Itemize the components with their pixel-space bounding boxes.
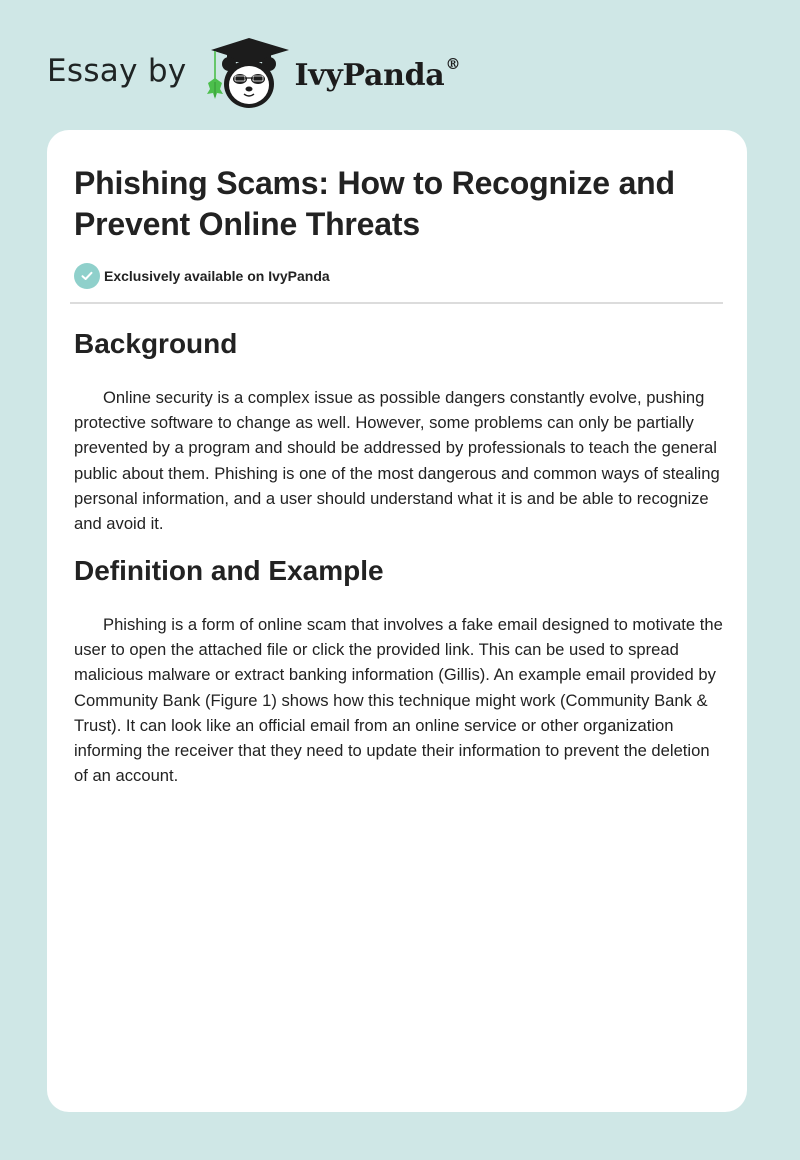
check-circle-icon	[74, 263, 100, 289]
exclusive-badge	[74, 263, 330, 289]
essay-by-label: Essay by	[47, 52, 187, 89]
exclusive-label: Exclusively available on IvyPanda	[104, 268, 330, 284]
divider	[70, 302, 723, 304]
section-heading-definition: Definition and Example	[74, 555, 384, 586]
section-heading-background: Background	[74, 328, 238, 359]
site-header	[47, 36, 460, 112]
paragraph-definition: Phishing is a form of online scam that involves a fake email designed to motivate the user to open the attached file or click the provided link. This can be used to spread malicious malware or extract banking information (Gillis). An example email provided by Community Bank (Figure 1) shows how this technique might work (Community Bank & Trust). It can look like an official email from an online service or other organization informing the receiver that they need to update their information to prevent the deletion of an account.	[74, 615, 723, 786]
brand-name[interactable]: IvyPanda®	[294, 55, 461, 93]
essay-card	[47, 130, 747, 1112]
registered-mark: ®	[445, 55, 461, 73]
paragraph-background: Online security is a complex issue as possible dangers constantly evolve, pushing protective software to change as well. However, some problems can only be partially prevented by a program and should be addressed by professionals to teach the general public about them. Phishing is one of the most dangerous and common ways of stealing personal information, and a user should understand what it is and be able to recognize and avoid it.	[74, 388, 720, 534]
panda-graduate-logo-icon[interactable]	[205, 36, 293, 112]
page-title: Phishing Scams: How to Recognize and Prevent Online Threats	[74, 165, 675, 242]
